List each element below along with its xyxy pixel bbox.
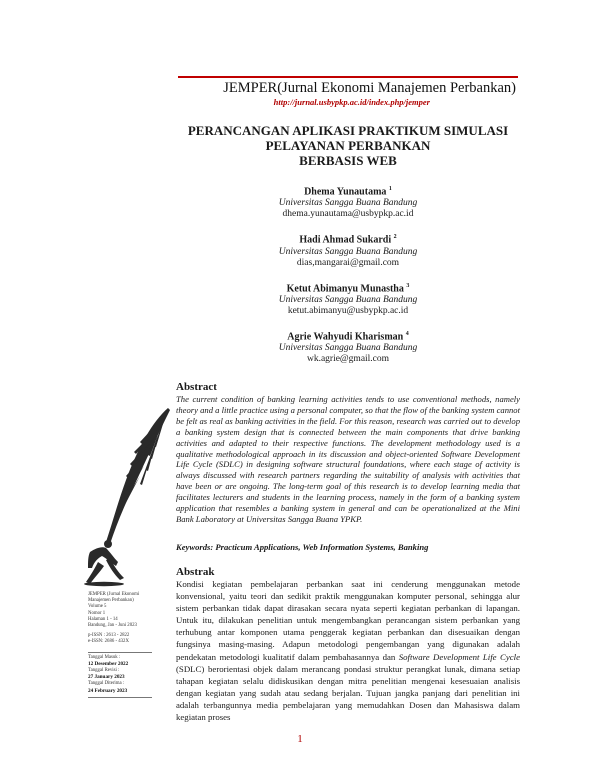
author-affiliation: Universitas Sangga Buana Bandung <box>278 294 418 305</box>
abstrak-heading: Abstrak <box>176 566 215 578</box>
author-name: Dhema Yunautama $^1$ <box>304 186 392 198</box>
side-info-line: JEMPER (Jurnal Ekonomi <box>88 592 140 597</box>
side-divider <box>88 697 152 698</box>
abstract-text: The current condition of banking learning activities tends to use conventional methods, namely theory and a little practice using a personal computer, so that the flow of the banking system cannot be felt as real as banking activities in the field. For this reason, research was carried out to develop a banking system design that is connected between the main components that drive banking activities and adapted to their respective functions. The development methodology used is a qualitative methodological approach in its discussion and object-oriented Software Development Life Cycle (SDLC) in designing software structural foundations, where each stage of activity is always discussed with research partners regarding the suitability of analysis with activities that have been or are ongoing. The long-term goal of this research is to develop learning media that facilitates lecturers and students in the learning process, namely in the form of a banking system application that resembles a banking system in general and can be operationalized at the Mini Bank Laboratory at Universitas Sangga Buana YPKP. <box>176 394 520 524</box>
received-date: 12 Desember 2022 <box>88 660 129 667</box>
accepted-label: Tanggal Diterima : <box>88 681 125 687</box>
author-affiliation: Universitas Sangga Buana Bandung <box>278 343 418 354</box>
accepted-date: 24 February 2023 <box>88 687 128 694</box>
author-block <box>176 328 520 365</box>
title-line: BERBASIS WEB <box>299 153 397 168</box>
quill-figure-logo-icon <box>80 402 175 587</box>
author-affiliation: Universitas Sangga Buana Bandung <box>278 246 418 257</box>
author-email[interactable]: wk.agrie@gmail.com <box>306 354 390 365</box>
author-block <box>176 183 520 220</box>
author-name: Hadi Ahmad Sukardi $^2$ <box>299 234 397 246</box>
issn-line: e-ISSN: 2686 - 432X <box>88 639 129 645</box>
abstrak-text: Kondisi kegiatan pembelajaran perbankan saat ini cenderung menggunakan metode konvensional, yaitu teori dan sedikit praktik menggunakan komputer personal, sehingga alur sistem perbankan tidak dapat dirasakan secara nyata seperti kegiatan perbankan di lapangan. Untuk itu, dilakukan penelitian untuk mengembangkan perancangan sistem perbankan yang terhubung antar komponen utama penggerak kegiatan perbankan dan disesuaikan dengan fungsinya masing-masing. Adapun metodologi pengembangan yang digunakan adalah pendekatan metodologi kualitatif dalam pembahasannya dan Software Development Life Cycle (SDLC) berorientasi objek dalam merancang pondasi struktur perangkat lunak, dimana setiap tahapan kegiatan selalu didiskusikan dengan mitra penelitian mengenai kesesuaian analisis dengan kegiatan yang sudah atau sedang berjalan. Tujuan jangka panjang dari penelitian ini adalah terbangunnya media pembelajaran yang memudahkan Dosen dan Mahasiswa dalam kegiatan proses <box>176 579 520 723</box>
title-line: PERANCANGAN APLIKASI PRAKTIKUM SIMULASI <box>187 123 509 138</box>
title-line: PELAYANAN PERBANKAN <box>265 138 431 153</box>
issn-line: p-ISSN : 2613 - 2822 <box>88 633 130 639</box>
revised-label: Tanggal Revisi : <box>88 668 120 674</box>
author-affiliation: Universitas Sangga Buana Bandung <box>278 198 418 209</box>
author-block <box>176 231 520 268</box>
author-email[interactable]: ketut.abimanyu@usbypkp.ac.id <box>287 305 409 316</box>
revised-date: 27 January 2023 <box>88 674 125 681</box>
article-info-sidebar <box>88 592 158 700</box>
author-name: Agrie Wahyudi Kharisman $^4$ <box>287 330 409 343</box>
author-email[interactable]: dhema.yunautama@usbypkp.ac.id <box>282 209 414 220</box>
paper-title <box>176 123 520 168</box>
keywords: Keywords: Practicum Applications, Web Information Systems, Banking <box>176 542 429 552</box>
received-label: Tanggal Masuk : <box>88 654 121 660</box>
journal-title: JEMPER(Jurnal Ekonomi Manajemen Perbankan) <box>223 80 516 96</box>
abstract-heading: Abstract <box>176 381 217 393</box>
page-number: 1 <box>297 733 303 745</box>
side-info-line: Bandung, Jan - Juni 2023 <box>88 623 137 629</box>
header-rule <box>178 76 518 78</box>
journal-url-link[interactable]: http://jurnal.usbypkp.ac.id/index.php/jemper <box>273 97 430 107</box>
author-list <box>176 183 520 376</box>
side-info-line: Volume 5 <box>88 604 107 610</box>
side-divider <box>88 652 152 653</box>
side-info-line: Nomor 1 <box>88 610 106 616</box>
side-info-line: Manajemen Perbankan) <box>88 598 134 604</box>
author-email[interactable]: dias,mangarai@gmail.com <box>296 257 400 268</box>
side-info-line: Halaman 1 - 14 <box>88 616 118 622</box>
author-name: Ketut Abimanyu Munastha $^3$ <box>286 282 410 294</box>
author-block <box>176 280 520 317</box>
